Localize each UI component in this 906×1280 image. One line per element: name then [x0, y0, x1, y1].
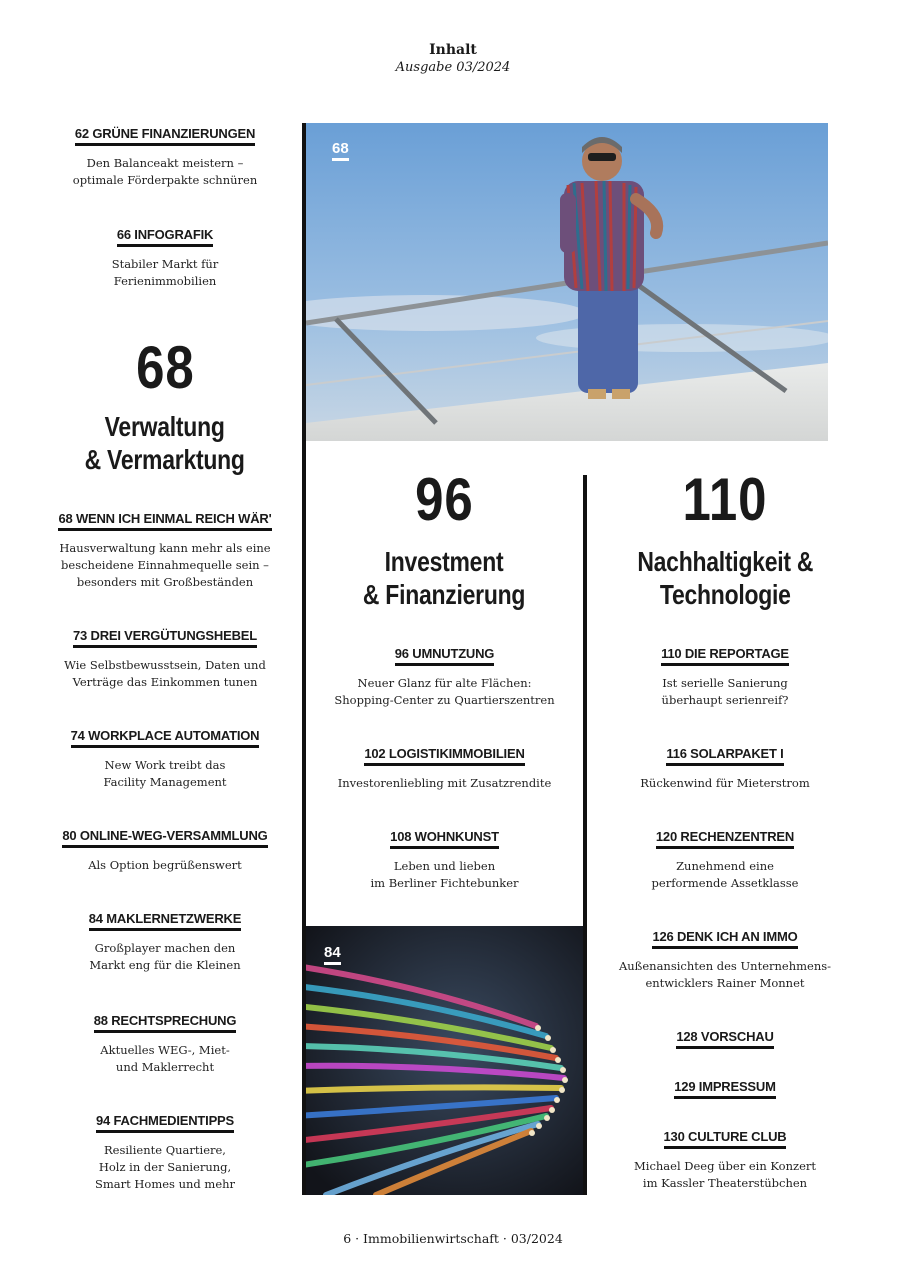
section-number: 96 — [415, 466, 474, 533]
cables-photo-image — [306, 926, 583, 1195]
page-tag-68: 68 — [332, 140, 349, 161]
middle-column — [306, 0, 583, 920]
toc-entry-teaser: Hausverwaltung kann mehr als eine bescheidene Einnahmequelle sein – besonders mit Großbeständen — [59, 541, 271, 589]
toc-entry-teaser: Zunehmend eine performende Assetklasse — [651, 859, 799, 890]
toc-entry[interactable] — [592, 645, 858, 709]
toc-entry-teaser: Stabiler Markt für Ferienimmobilien — [111, 257, 219, 288]
toc-entry-teaser: Neuer Glanz für alte Flächen: Shopping-Center zu Quartierszentren — [334, 676, 555, 707]
toc-entry-teaser: Außenansichten des Unternehmens- entwicklers Rainer Monnet — [618, 959, 832, 990]
toc-entry-teaser: Aktuelles WEG-, Miet- und Maklerrecht — [100, 1043, 230, 1074]
toc-entry-teaser: Michael Deeg über ein Konzert im Kassler Theaterstübchen — [633, 1159, 816, 1190]
toc-entry-heading[interactable]: 126 DENK ICH AN IMMO — [652, 929, 797, 949]
toc-entry-heading[interactable]: 62 GRÜNE FINANZIERUNGEN — [75, 126, 255, 146]
toc-entry[interactable] — [306, 828, 583, 892]
divider-right — [583, 475, 587, 1195]
toc-entry-heading[interactable]: 110 DIE REPORTAGE — [661, 646, 789, 666]
section-number: 110 — [682, 466, 768, 533]
toc-entry-teaser: Resiliente Quartiere, Holz in der Sanierung, Smart Homes und mehr — [94, 1143, 236, 1191]
issue-label: Ausgabe 03/2024 — [395, 60, 511, 75]
toc-entry-heading[interactable]: 73 DREI VERGÜTUNGSHEBEL — [73, 628, 257, 648]
toc-entry-teaser: Großplayer machen den Markt eng für die Kleinen — [89, 941, 241, 972]
toc-entry[interactable] — [592, 1028, 858, 1049]
toc-entry[interactable] — [306, 745, 583, 792]
toc-entry[interactable] — [40, 226, 290, 290]
toc-entry-teaser: Investorenliebling mit Zusatzrendite — [337, 776, 552, 790]
toc-entry-teaser: Wie Selbstbewusstsein, Daten und Verträge das Einkommen tunen — [64, 658, 266, 689]
toc-entry[interactable] — [306, 645, 583, 709]
section-number-middle-wrap — [306, 466, 583, 533]
toc-entry[interactable] — [592, 928, 858, 992]
section-title-middle: Investment & Finanzierung — [363, 546, 526, 610]
toc-entry-teaser: Ist serielle Sanierung überhaupt serienreif? — [661, 676, 789, 707]
toc-entry-teaser: Leben und lieben im Berliner Fichtebunker — [370, 859, 519, 890]
toc-entry[interactable] — [40, 827, 290, 874]
toc-entry[interactable] — [40, 125, 290, 189]
toc-entry-heading[interactable]: 66 INFOGRAFIK — [117, 227, 213, 247]
toc-entry-teaser: New Work treibt das Facility Management — [103, 758, 227, 789]
cables-photo[interactable] — [306, 926, 583, 1195]
toc-entry-heading[interactable]: 96 UMNUTZUNG — [395, 646, 494, 666]
toc-entry[interactable] — [592, 828, 858, 892]
toc-entry[interactable] — [40, 510, 290, 591]
toc-entry-teaser: Den Balanceakt meistern – optimale Förderpakte schnüren — [72, 156, 258, 187]
toc-entry-heading[interactable]: 68 WENN ICH EINMAL REICH WÄR' — [58, 511, 271, 531]
left-column — [40, 0, 290, 1280]
section-number: 68 — [135, 334, 195, 401]
section-number-right-wrap — [592, 466, 858, 533]
page-title: Inhalt — [429, 42, 477, 58]
section-title-right: Nachhaltigkeit & Technologie — [637, 546, 813, 610]
toc-entry[interactable] — [40, 1112, 290, 1193]
toc-entry[interactable] — [40, 627, 290, 691]
toc-entry-teaser: Rückenwind für Mieterstrom — [640, 776, 810, 790]
toc-entry-heading[interactable]: 94 FACHMEDIENTIPPS — [96, 1113, 234, 1133]
page-tag-84: 84 — [324, 944, 341, 965]
toc-entry[interactable] — [592, 745, 858, 792]
toc-entry-teaser: Als Option begrüßenswert — [88, 858, 242, 872]
toc-entry-heading[interactable]: 80 ONLINE-WEG-VERSAMMLUNG — [62, 828, 267, 848]
toc-entry-heading[interactable]: 129 IMPRESSUM — [674, 1079, 775, 1099]
toc-entry-heading[interactable]: 130 CULTURE CLUB — [664, 1129, 787, 1149]
toc-entry-heading[interactable]: 108 WOHNKUNST — [390, 829, 499, 849]
toc-entry[interactable] — [592, 1078, 858, 1099]
right-column — [592, 0, 858, 1280]
toc-entry[interactable] — [592, 1128, 858, 1192]
section-title-left: Verwaltung & Vermarktung — [84, 411, 246, 475]
toc-entry-heading[interactable]: 116 SOLARPAKET I — [666, 746, 783, 766]
toc-entry[interactable] — [40, 727, 290, 791]
toc-entry[interactable] — [40, 1012, 290, 1076]
page-footer: 6 · Immobilienwirtschaft · 03/2024 — [343, 1231, 563, 1246]
toc-entry-heading[interactable]: 84 MAKLERNETZWERKE — [89, 911, 241, 931]
toc-entry-heading[interactable]: 128 VORSCHAU — [676, 1029, 773, 1049]
toc-entry-heading[interactable]: 88 RECHTSPRECHUNG — [94, 1013, 237, 1033]
toc-entry-heading[interactable]: 102 LOGISTIKIMMOBILIEN — [364, 746, 524, 766]
section-number-left-wrap — [40, 334, 290, 401]
toc-entry[interactable] — [40, 910, 290, 974]
toc-entry-heading[interactable]: 120 RECHENZENTREN — [656, 829, 794, 849]
toc-entry-heading[interactable]: 74 WORKPLACE AUTOMATION — [71, 728, 260, 748]
